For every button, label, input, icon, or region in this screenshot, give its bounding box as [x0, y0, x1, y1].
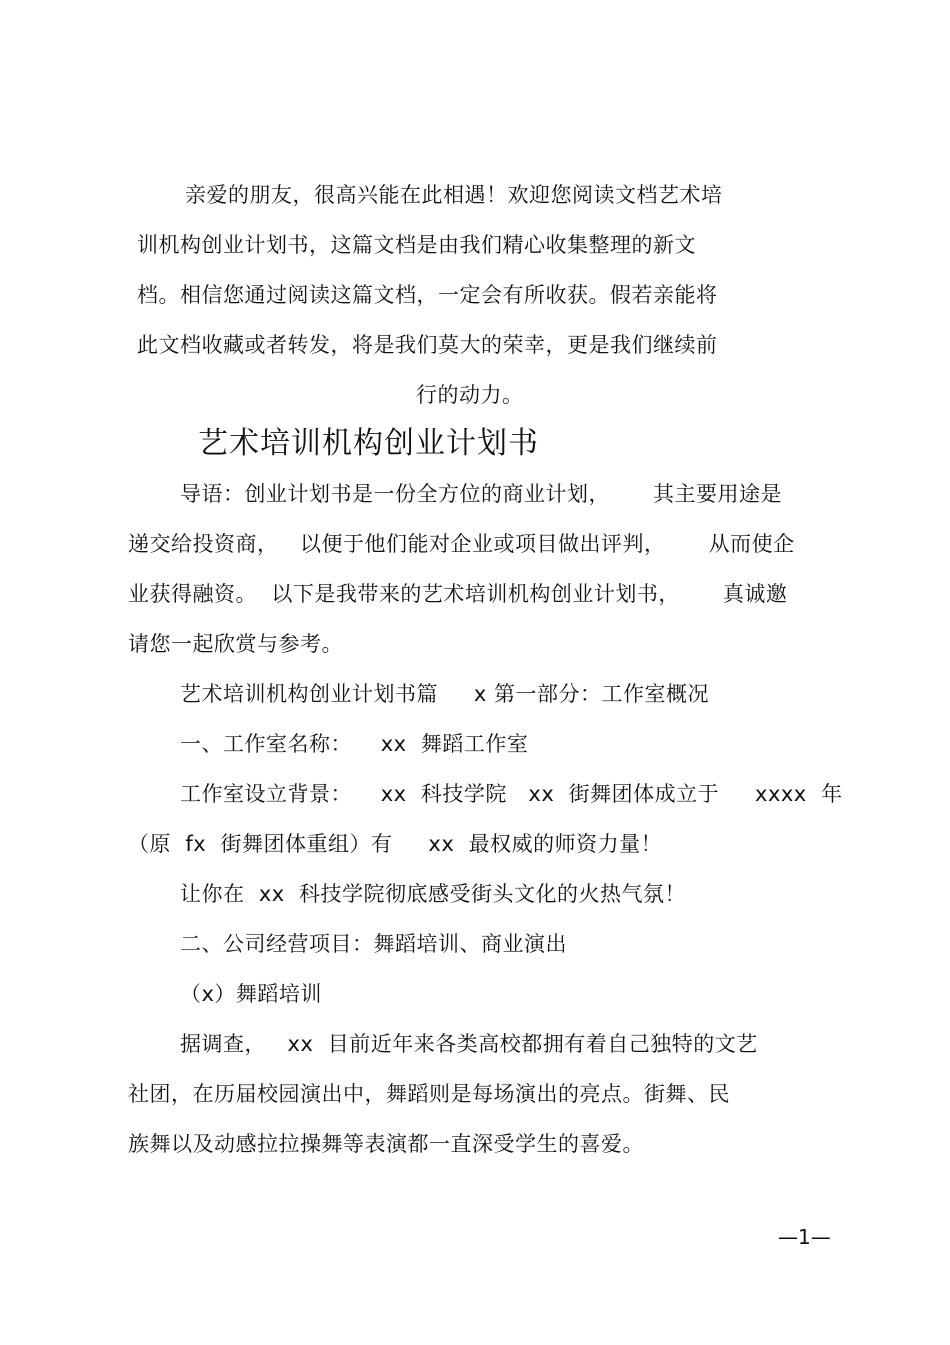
- body-line: 族舞以及动感拉拉操舞等表演都一直深受学生的喜爱。: [128, 1132, 644, 1156]
- intro-line: 此文档收藏或者转发，将是我们莫大的荣幸，更是我们继续前: [137, 333, 718, 357]
- body-line: 业获得融资。 以下是我带来的艺术培训机构创业计划书， 真诚邀: [128, 582, 788, 606]
- body-line: 社团，在历届校园演出中，舞蹈则是每场演出的亮点。街舞、民: [128, 1082, 730, 1106]
- body-line: 一、工作室名称： xx 舞蹈工作室: [180, 732, 529, 756]
- body-line: 据调查， xx 目前近年来各类高校都拥有着自己独特的文艺: [180, 1032, 758, 1056]
- body-line: 工作室设立背景： xx 科技学院 xx 街舞团体成立于 xxxx 年: [180, 782, 843, 806]
- body-line: 二、公司经营项目：舞蹈培训、商业演出: [180, 932, 567, 956]
- intro-line: 行的动力。: [416, 383, 524, 407]
- intro-line: 亲爱的朋友，很高兴能在此相遇！欢迎您阅读文档艺术培: [185, 183, 723, 207]
- page-number: —1—: [778, 1225, 831, 1249]
- body-line: 请您一起欣赏与参考。: [128, 632, 343, 656]
- body-line: （x）舞蹈培训: [180, 982, 322, 1006]
- body-line: 让你在 xx 科技学院彻底感受街头文化的火热气氛！: [180, 882, 687, 906]
- body-line: （原 fx 街舞团体重组）有 xx 最权威的师资力量！: [128, 832, 663, 856]
- body-line: 递交给投资商， 以便于他们能对企业或项目做出评判， 从而使企: [128, 532, 795, 556]
- intro-line: 档。相信您通过阅读这篇文档，一定会有所收获。假若亲能将: [137, 283, 718, 307]
- document-title: 艺术培训机构创业计划书: [198, 426, 539, 461]
- intro-line: 训机构创业计划书，这篇文档是由我们精心收集整理的新文: [137, 233, 696, 257]
- body-line: 导语：创业计划书是一份全方位的商业计划， 其主要用途是: [180, 482, 783, 506]
- body-line: 艺术培训机构创业计划书篇 x 第一部分：工作室概况: [180, 682, 709, 706]
